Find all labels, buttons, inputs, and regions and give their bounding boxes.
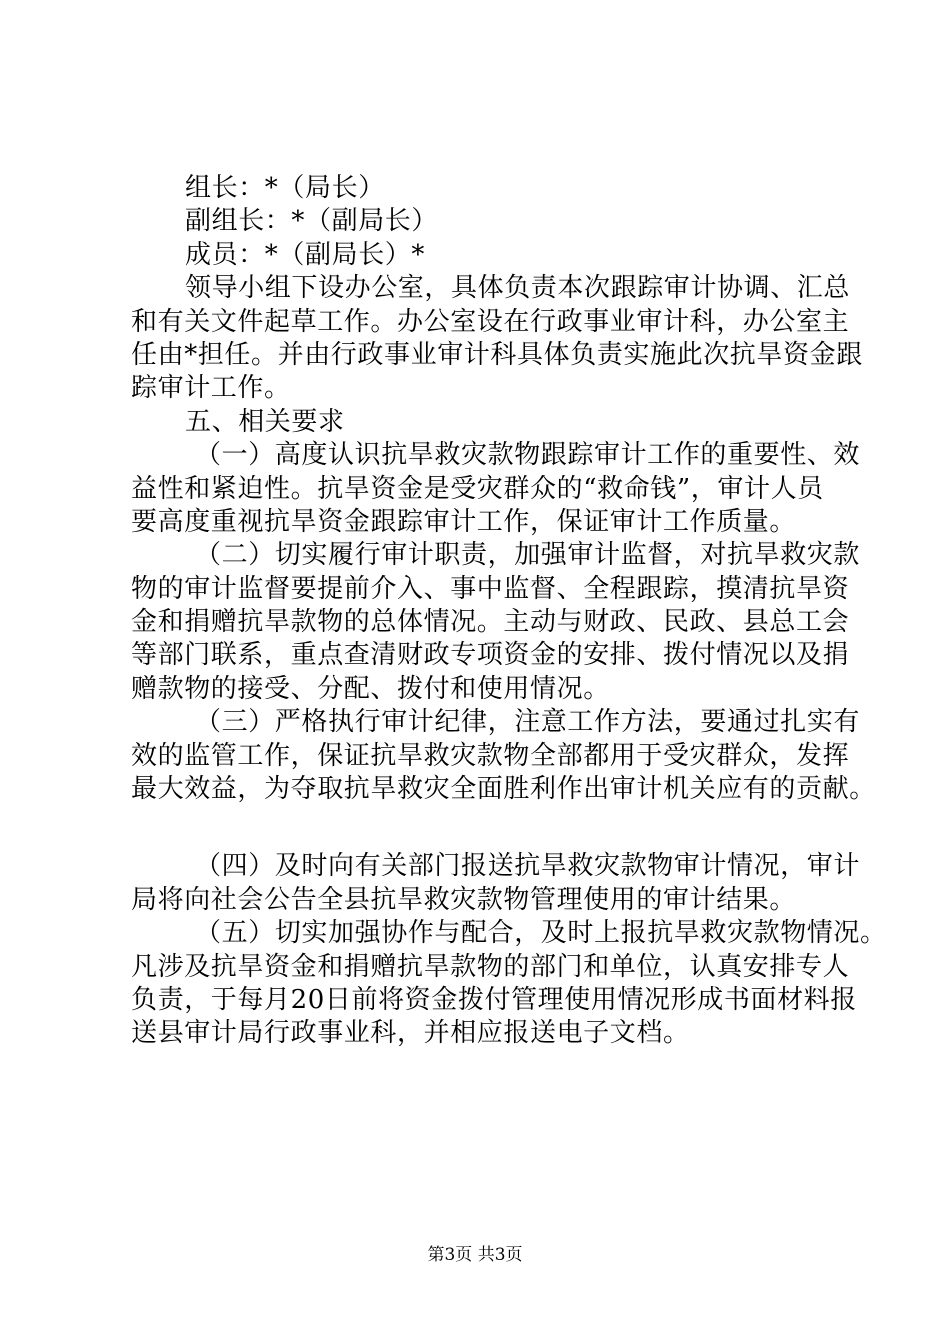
requirement-five-line: 负责，于每月20日前将资金拨付管理使用情况形成书面材料报 (131, 984, 857, 1015)
requirement-five-line: 凡涉及抗旱资金和捐赠抗旱款物的部门和单位，认真安排专人 (131, 951, 850, 982)
requirement-five-line: 送县审计局行政事业科，并相应报送电子文档。 (131, 1018, 690, 1049)
deputy-leader-line: 副组长：*（副局长） (185, 206, 439, 237)
document-body (131, 172, 887, 1051)
group-leader-line: 组长：*（局长） (185, 173, 385, 203)
requirement-two-line: 物的审计监督要提前介入、事中监督、全程跟踪，摸清抗旱资 (131, 573, 850, 604)
requirement-two-line: 金和捐赠抗旱款物的总体情况。主动与财政、民政、县总工会 (131, 607, 850, 638)
requirement-three-line: 最大效益，为夺取抗旱救灾全面胜利作出审计机关应有的贡献。 (131, 774, 876, 805)
paragraph-office-line: 和有关文件起草工作。办公室设在行政事业审计科，办公室主 (131, 306, 850, 337)
requirement-three-line: 效的监管工作，保证抗旱救灾款物全部都用于受灾群众，发挥 (131, 740, 850, 771)
requirement-two-line: 等部门联系，重点查清财政专项资金的安排、拨付情况以及捐 (131, 640, 850, 671)
requirement-two-line: （二）切实履行审计职责，加强审计监督，对抗旱救灾款 (195, 540, 861, 571)
section-heading: 五、相关要求 (185, 406, 345, 437)
paragraph-office-line: 任由*担任。并由行政事业审计科具体负责实施此次抗旱资金跟 (131, 339, 863, 370)
requirement-one-line: （一）高度认识抗旱救灾款物跟踪审计工作的重要性、效 (195, 440, 861, 471)
requirement-four-line: 局将向社会公告全县抗旱救灾款物管理使用的审计结果。 (131, 884, 797, 915)
members-line: 成员：*（副局长）* (185, 239, 426, 270)
paragraph-office-line: 踪审计工作。 (131, 373, 291, 404)
page-number-footer: 第3页 共3页 (427, 1245, 523, 1265)
paragraph-gap (131, 806, 831, 850)
requirement-two-line: 赠款物的接受、分配、拨付和使用情况。 (131, 673, 610, 704)
requirement-one-line: 益性和紧迫性。抗旱资金是受灾群众的“救命钱”，审计人员 (131, 473, 824, 504)
requirement-one-line: 要高度重视抗旱资金跟踪审计工作，保证审计工作质量。 (131, 506, 797, 537)
requirement-four-line: （四）及时向有关部门报送抗旱救灾款物审计情况，审计 (195, 851, 861, 882)
paragraph-office-line: 领导小组下设办公室，具体负责本次跟踪审计协调、汇总 (185, 273, 851, 304)
requirement-five-line: （五）切实加强协作与配合，及时上报抗旱救灾款物情况。 (195, 918, 887, 949)
requirement-three-line: （三）严格执行审计纪律，注意工作方法，要通过扎实有 (195, 707, 861, 738)
